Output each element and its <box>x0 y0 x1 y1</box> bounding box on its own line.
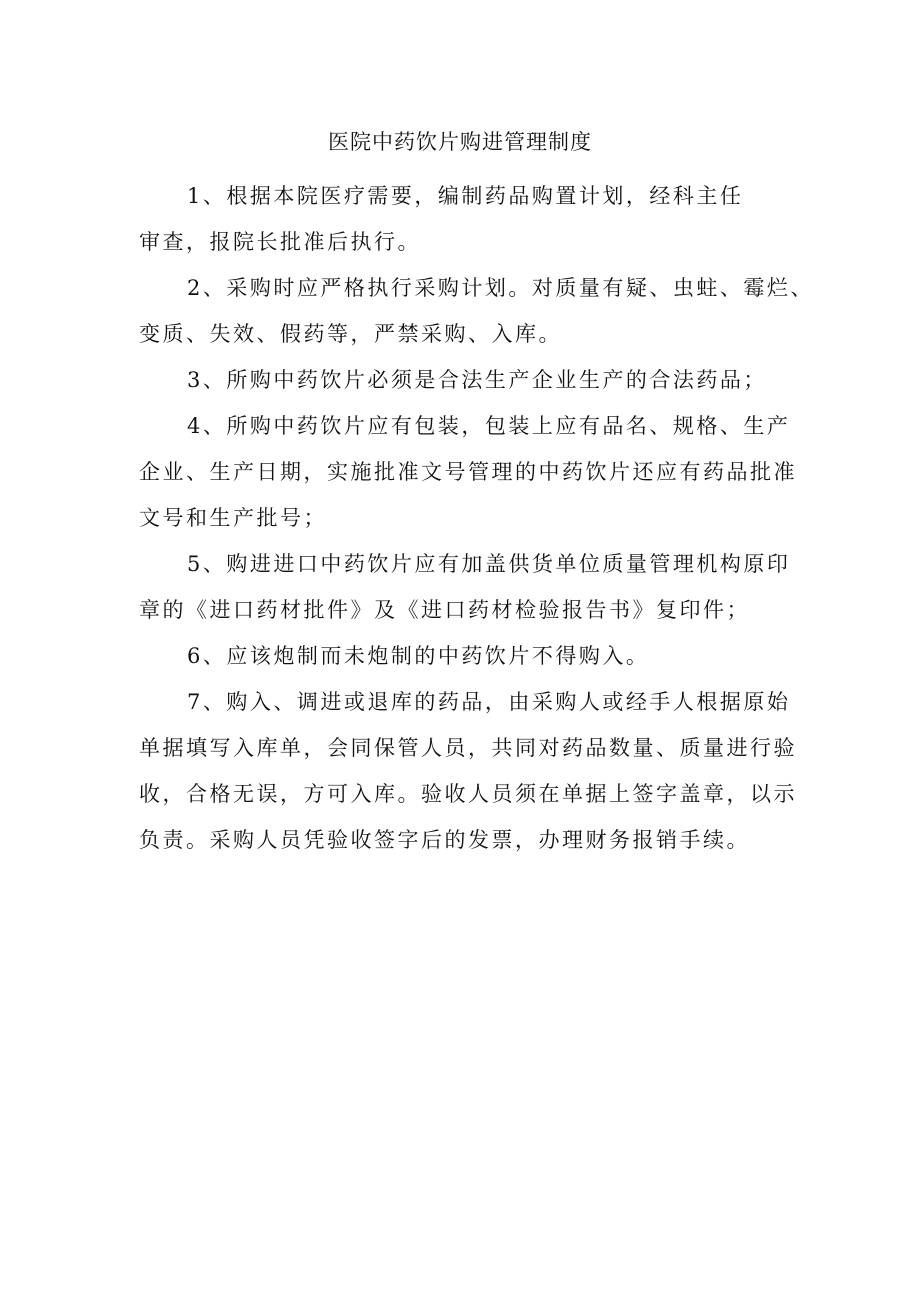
paragraph-line: 7、购入、调进或退库的药品，由采购人或经手人根据原始 <box>187 690 791 714</box>
paragraph-line: 章的《进口药材批件》及《进口药材检验报告书》复印件； <box>139 598 750 622</box>
paragraph-line: 5、购进进口中药饮片应有加盖供货单位质量管理机构原印 <box>187 552 791 576</box>
paragraph-3 <box>139 357 789 403</box>
paragraph-line: 审查，报院长批准后执行。 <box>139 230 421 254</box>
paragraph-line: 企业、生产日期，实施批准文号管理的中药饮片还应有药品批准 <box>139 460 797 484</box>
paragraph-line: 3、所购中药饮片必须是合法生产企业生产的合法药品； <box>187 368 767 392</box>
paragraph-6 <box>139 633 789 679</box>
paragraph-line: 变质、失效、假药等，严禁采购、入库。 <box>139 322 562 346</box>
paragraph-1 <box>139 173 789 265</box>
paragraph-4 <box>139 403 797 541</box>
paragraph-line: 2、采购时应严格执行采购计划。对质量有疑、虫蛀、霉烂、 <box>187 276 814 300</box>
paragraph-7 <box>139 679 797 863</box>
document-body <box>139 173 814 863</box>
paragraph-line: 1、根据本院医疗需要，编制药品购置计划，经科主任 <box>187 184 744 208</box>
paragraph-line: 负责。采购人员凭验收签字后的发票，办理财务报销手续。 <box>139 828 750 852</box>
paragraph-line: 收，合格无误，方可入库。验收人员须在单据上签字盖章，以示 <box>139 782 797 806</box>
paragraph-2 <box>139 265 814 357</box>
paragraph-line: 单据填写入库单，会同保管人员，共同对药品数量、质量进行验 <box>139 736 797 760</box>
paragraph-5 <box>139 541 789 633</box>
paragraph-line: 4、所购中药饮片应有包装，包装上应有品名、规格、生产 <box>187 414 791 438</box>
paragraph-line: 6、应该炮制而未炮制的中药饮片不得购入。 <box>187 644 650 668</box>
document-title: 医院中药饮片购进管理制度 <box>328 130 592 154</box>
paragraph-line: 文号和生产批号； <box>139 506 327 530</box>
